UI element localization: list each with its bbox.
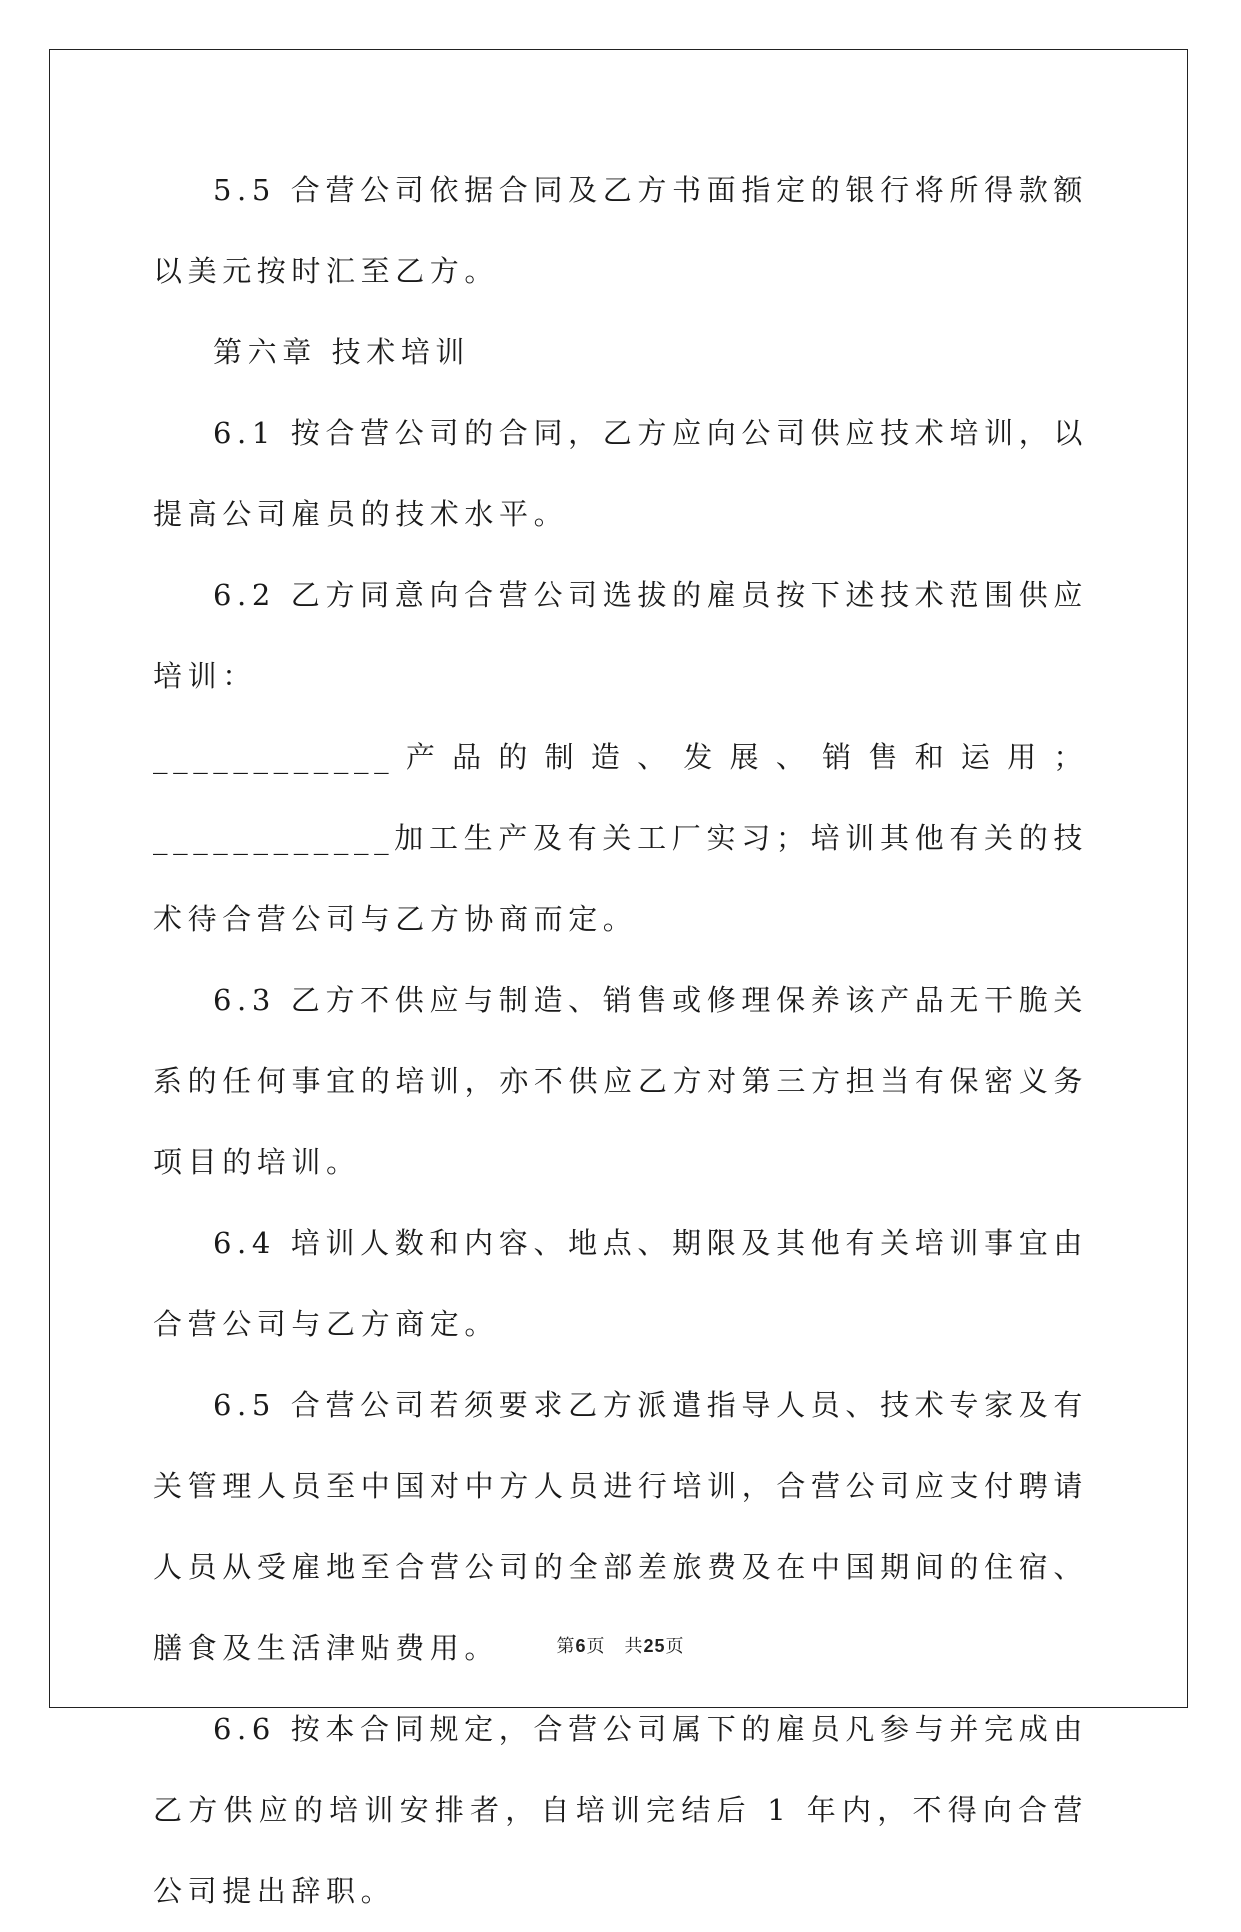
total-pages: 25 <box>643 1636 666 1656</box>
footer-middle: 页 共 <box>586 1636 644 1657</box>
paragraph-6-4: 6.4 培训人数和内容、地点、期限及其他有关培训事宜由合营公司与乙方商定。 <box>153 1226 1088 1341</box>
paragraph-5-5: 5.5 合营公司依据合同及乙方书面指定的银行将所得款额以美元按时汇至乙方。 <box>153 173 1088 288</box>
footer-suffix: 页 <box>665 1636 685 1657</box>
paragraph-training-scope: ____________产品的制造、发展、销售和运用；____________加工生产及有关工厂实习；培训其他有关的技术待合营公司与乙方协商而定。 <box>153 740 1088 936</box>
chapter-heading: 第六章 技术培训 <box>213 335 471 369</box>
footer-prefix: 第 <box>556 1636 576 1657</box>
document-body <box>153 150 1088 1932</box>
paragraph-6-6: 6.6 按本合同规定，合营公司属下的雇员凡参与并完成由乙方供应的培训安排者，自培训完结后 1 年内，不得向合营公司提出辞职。 <box>153 1712 1088 1908</box>
paragraph-6-1: 6.1 按合营公司的合同，乙方应向公司供应技术培训，以提高公司雇员的技术水平。 <box>153 416 1088 531</box>
paragraph-6-3: 6.3 乙方不供应与制造、销售或修理保养该产品无干脆关系的任何事宜的培训，亦不供应乙方对第三方担当有保密义务项目的培训。 <box>153 983 1088 1179</box>
paragraph-6-2: 6.2 乙方同意向合营公司选拔的雇员按下述技术范围供应培训： <box>153 578 1088 693</box>
page-number: 6 <box>575 1636 587 1656</box>
paragraph-6-5: 6.5 合营公司若须要求乙方派遣指导人员、技术专家及有关管理人员至中国对中方人员进行培训，合营公司应支付聘请人员从受雇地至合营公司的全部差旅费及在中国期间的住宿、膳食及生活津贴费用。 <box>153 1388 1088 1665</box>
page-footer <box>0 1632 1241 1658</box>
